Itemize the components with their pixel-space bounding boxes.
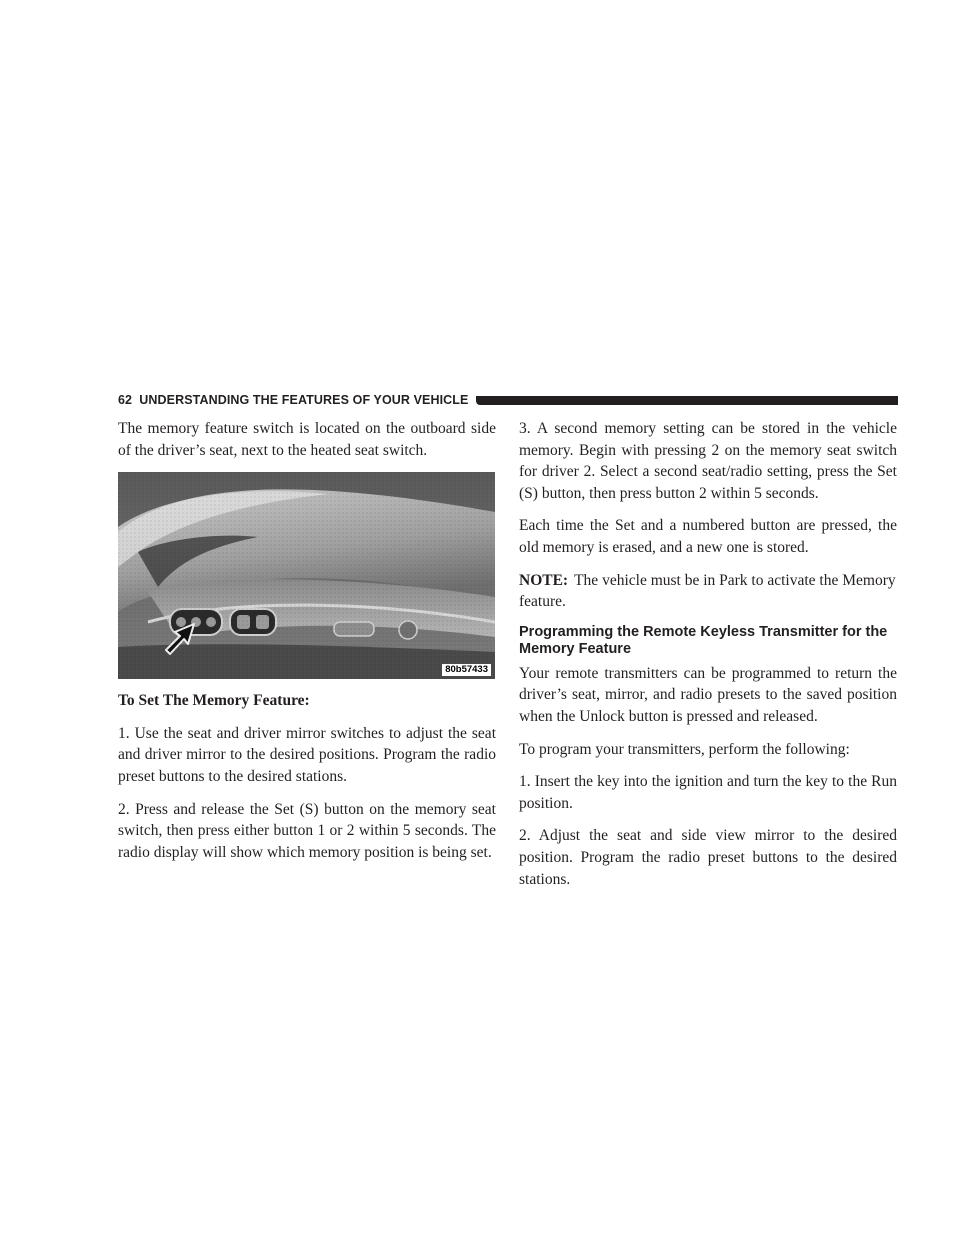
header-rule (476, 396, 898, 405)
page-number: 62 (118, 393, 133, 407)
transmitter-step-1: 1. Insert the key into the ignition and turn the key to the Run position. (519, 773, 897, 812)
running-head (118, 393, 468, 407)
set-step-3: 3. A second memory setting can be stored in the vehicle memory. Begin with pressing 2 on the memory seat switch for driver 2. Select a second seat/radio setting, press the Set (S) button, then press button 2 within 5 seconds. (519, 420, 897, 502)
erase-paragraph: Each time the Set and a numbered button are pressed, the old memory is erased, and a new one is stored. (519, 517, 897, 556)
set-step-2: 2. Press and release the Set (S) button on the memory seat switch, then press either button 1 or 2 within 5 seconds. The radio display will show which memory position is being set. (118, 800, 496, 861)
transmitter-step-2: 2. Adjust the seat and side view mirror to the desired position. Program the radio preset buttons to the desired stations. (519, 827, 897, 888)
set-step-1: 1. Use the seat and driver mirror switches to adjust the seat and driver mirror to the desired positions. Program the radio preset buttons to the desired stations. (118, 724, 496, 785)
page-header (118, 390, 898, 410)
note-text: The vehicle must be in Park to activate the Memory feature. (519, 571, 896, 611)
seat-switch-illustration (118, 472, 495, 679)
subheading-set-memory: To Set The Memory Feature: (118, 692, 310, 710)
right-column (519, 418, 897, 901)
figure-code: 80b57433 (442, 664, 491, 676)
transmitter-intro: Your remote transmitters can be programmed to return the driver’s seat, mirror, and radio presets to the saved position when the Unlock button is pressed and released. (519, 664, 897, 725)
memory-switch-figure (118, 472, 495, 679)
note-label: NOTE: (519, 571, 569, 589)
note-paragraph (519, 570, 897, 613)
section-title: UNDERSTANDING THE FEATURES OF YOUR VEHICLE (139, 393, 469, 407)
section-heading-transmitter: Programming the Remote Keyless Transmitter for the Memory Feature (519, 623, 888, 658)
left-column (118, 418, 496, 874)
intro-paragraph: The memory feature switch is located on the outboard side of the driver’s seat, next to the heated seat switch. (118, 420, 496, 459)
transmitter-lead: To program your transmitters, perform the following: (519, 740, 850, 758)
